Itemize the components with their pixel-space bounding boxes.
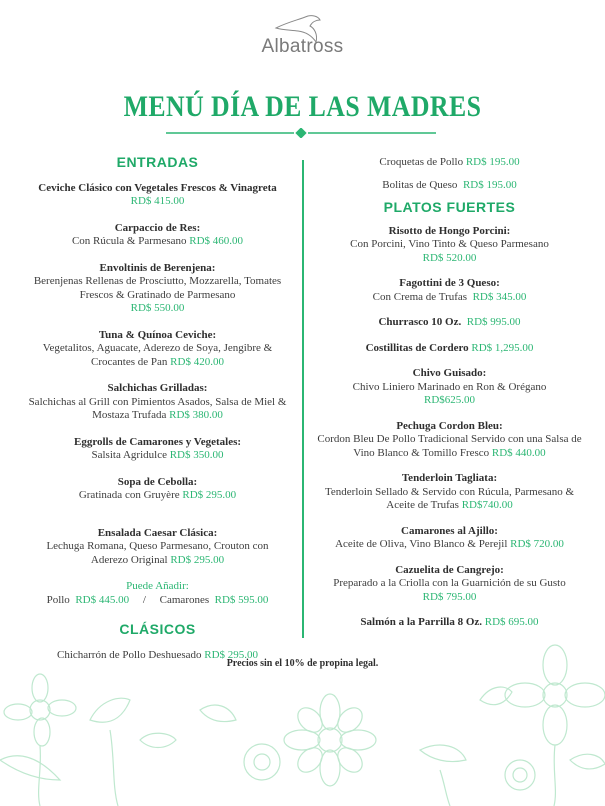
menu-item — [20, 476, 295, 503]
section-title-entradas: ENTRADAS — [116, 154, 199, 170]
footer-note: Precios sin el 10% de propina legal. — [226, 658, 379, 669]
daisy-icon — [505, 760, 535, 790]
item-price: RD$ 295.00 — [182, 489, 237, 501]
menu-item — [20, 329, 295, 370]
item-desc: Cordon Bleu De Pollo Tradicional Servido con una Salsa de Vino Blanco & Tomillo Fresco — [317, 433, 582, 459]
menu-item — [312, 616, 587, 630]
flower-icon — [4, 674, 76, 806]
title-divider — [166, 128, 436, 138]
item-price: RD$ 295.00 — [204, 648, 259, 661]
menu-item — [312, 277, 587, 304]
item-name: Fagottini de 3 Queso: — [399, 277, 500, 289]
item-desc: Tenderloin Sellado & Servido con Rúcula, Parmesano & Aceite de Trufas — [324, 485, 575, 511]
menu-item — [312, 367, 587, 408]
item-price: RD$ 295.00 — [170, 553, 225, 566]
brand-logo — [0, 14, 605, 58]
menu-item — [312, 420, 587, 461]
item-desc: Berenjenas Rellenas de Prosciutto, Mozzarella, Tomates Frescos & Gratinado de Parmesano — [33, 275, 282, 301]
item-price: RD$ 420.00 — [170, 355, 224, 368]
item-name: Salmón a la Parrilla 8 Oz. — [360, 616, 483, 628]
item-name: Tenderloin Tagliata: — [401, 472, 498, 484]
left-column — [20, 156, 295, 662]
item-name: Tuna & Quínoa Ceviche: — [98, 328, 217, 341]
flower-icon — [284, 694, 376, 786]
item-price: RD$ 440.00 — [491, 446, 546, 459]
item-desc: Vegetalitos, Aguacate, Aderezo de Soya, Jengibre & Crocantes de Pan — [42, 342, 273, 368]
menu-item — [312, 225, 587, 266]
item-price: RD$625.00 — [423, 394, 476, 406]
item-price: RD$ 695.00 — [484, 616, 539, 628]
menu-item — [312, 179, 587, 193]
item-name: Envoltinis de Berenjena: — [99, 261, 216, 274]
item-price: RD$ 720.00 — [510, 538, 564, 550]
item-price: RD$ 345.00 — [472, 290, 527, 303]
item-name: Carpaccio de Res: — [114, 221, 201, 234]
item-desc: Chivo Liniero Marinado en Ron & Orégano — [352, 380, 547, 393]
menu-item — [312, 564, 587, 605]
item-name: Ensalada Caesar Clásica: — [97, 526, 218, 539]
addon-separator: / — [142, 593, 146, 606]
item-price: RD$ 195.00 — [465, 156, 520, 168]
item-name: Churrasco 10 Oz. — [378, 316, 462, 328]
daisy-icon — [244, 744, 280, 780]
item-price: RD$ 520.00 — [422, 251, 477, 264]
item-price: RD$ 1,295.00 — [471, 341, 534, 354]
addon-price: RD$ 445.00 — [75, 593, 130, 606]
item-price: RD$ 415.00 — [130, 195, 185, 207]
brand-name: Albatross — [261, 36, 344, 57]
item-name: Salchichas Grilladas: — [107, 382, 208, 394]
item-desc: Lechuga Romana, Queso Parmesano, Crouton con Aderezo Original — [46, 540, 269, 566]
item-name: Bolitas de Queso — [382, 178, 458, 191]
item-price: RD$ 195.00 — [462, 178, 517, 191]
menu-item — [312, 156, 587, 170]
menu-item — [20, 182, 295, 209]
item-price: RD$740.00 — [461, 499, 513, 511]
item-price: RD$ 460.00 — [189, 235, 244, 247]
section-title-clasicos: CLÁSICOS — [119, 621, 196, 637]
column-divider — [302, 160, 304, 638]
item-desc: Con Crema de Trufas — [372, 290, 468, 303]
addon-price: RD$ 595.00 — [214, 593, 269, 606]
item-name: Croquetas de Pollo — [379, 156, 464, 168]
menu-item — [20, 527, 295, 568]
item-desc: Preparado a la Criolla con la Guarnición de su Gusto — [333, 577, 566, 589]
menu-item — [20, 436, 295, 463]
menu-title: MENÚ DÍA DE LAS MADRES — [123, 90, 482, 123]
menu-item — [312, 342, 587, 356]
menu-item — [20, 382, 295, 423]
item-desc: Con Rúcula & Parmesano — [71, 235, 187, 247]
item-desc: Salsita Agridulce — [91, 449, 167, 461]
item-desc: Aceite de Oliva, Vino Blanco & Perejil — [335, 538, 508, 550]
item-price: RD$ 995.00 — [466, 316, 521, 328]
item-name: Pechuga Cordon Bleu: — [396, 419, 503, 432]
menu-item — [312, 472, 587, 513]
item-price: RD$ 380.00 — [169, 409, 223, 421]
item-name: Chicharrón de Pollo Deshuesado — [56, 648, 202, 661]
item-price: RD$ 550.00 — [130, 302, 185, 314]
addon-option: Pollo — [46, 593, 70, 606]
addon-label: Puede Añadir: — [126, 580, 189, 592]
section-title-platos-fuertes: PLATOS FUERTES — [383, 199, 516, 215]
item-name: Sopa de Cebolla: — [117, 475, 198, 488]
item-name: Risotto de Hongo Porcini: — [388, 224, 511, 237]
item-name: Eggrolls de Camarones y Vegetales: — [73, 435, 242, 448]
menu-item — [20, 222, 295, 249]
addon-block — [20, 580, 295, 607]
item-name: Chivo Guisado: — [412, 367, 487, 379]
item-desc: Gratinada con Gruyère — [78, 489, 180, 501]
addon-option: Camarones — [159, 593, 210, 606]
item-name: Camarones al Ajillo: — [401, 524, 498, 537]
menu-item — [312, 316, 587, 330]
menu-item — [312, 525, 587, 552]
floral-decoration — [0, 640, 605, 806]
item-name: Ceviche Clásico con Vegetales Frescos & Vinagreta — [38, 181, 277, 194]
right-column — [312, 156, 587, 630]
item-desc: Salchichas al Grill con Pimientos Asados, Salsa de Miel & Mostaza Trufada — [28, 395, 287, 421]
item-desc: Con Porcini, Vino Tinto & Queso Parmesano — [350, 238, 549, 250]
item-price: RD$ 795.00 — [422, 590, 477, 603]
item-price: RD$ 350.00 — [169, 449, 224, 461]
item-name: Cazuelita de Cangrejo: — [395, 563, 504, 576]
item-name: Costillitas de Cordero — [365, 341, 469, 354]
menu-item — [20, 262, 295, 316]
